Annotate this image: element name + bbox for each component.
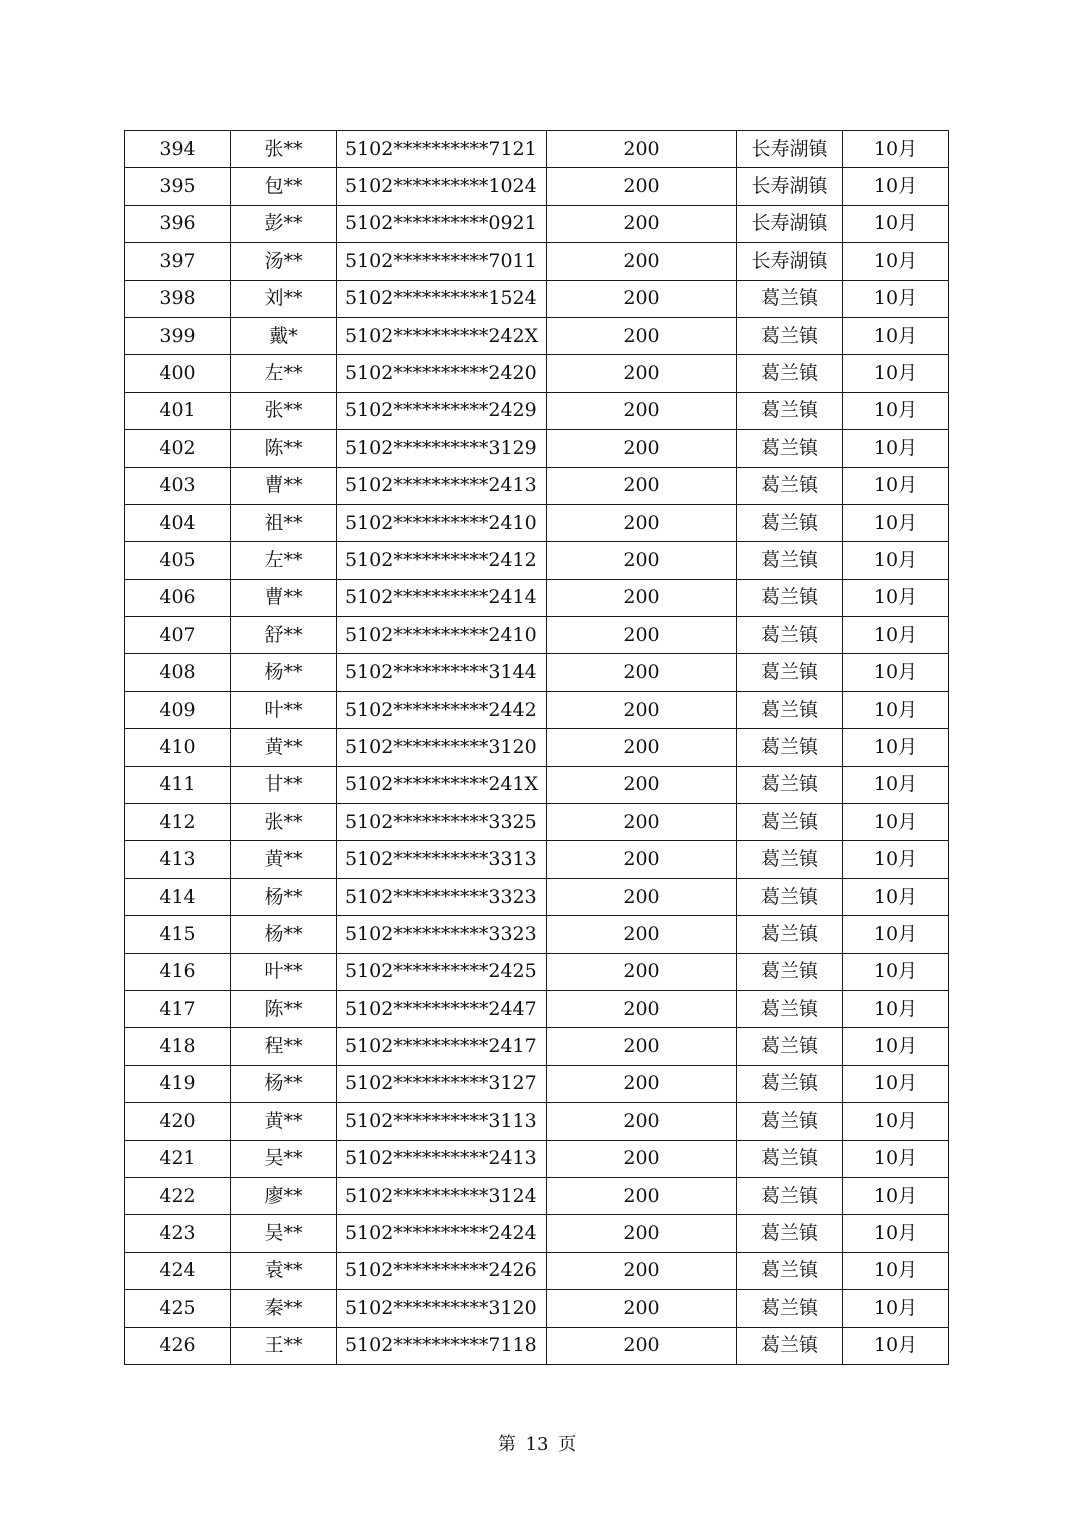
table-row xyxy=(125,504,949,541)
cell-id-number: 5102**********242X xyxy=(337,317,547,354)
cell-month: 10月 xyxy=(843,729,949,766)
cell-town: 葛兰镇 xyxy=(737,841,843,878)
cell-amount: 200 xyxy=(547,542,737,579)
cell-id-number: 5102**********241X xyxy=(337,766,547,803)
cell-name: 张** xyxy=(231,804,337,841)
cell-month: 10月 xyxy=(843,1215,949,1252)
subsidy-roster-table xyxy=(124,130,949,1365)
page-footer-suffix: 页 xyxy=(558,1434,577,1455)
cell-id-number: 5102**********2414 xyxy=(337,579,547,616)
cell-month: 10月 xyxy=(843,1290,949,1327)
cell-serial-number: 424 xyxy=(125,1252,231,1289)
table-row xyxy=(125,729,949,766)
cell-name: 杨** xyxy=(231,916,337,953)
table-row xyxy=(125,990,949,1027)
cell-serial-number: 420 xyxy=(125,1103,231,1140)
table-row xyxy=(125,1103,949,1140)
cell-amount: 200 xyxy=(547,243,737,280)
cell-serial-number: 408 xyxy=(125,654,231,691)
table-row xyxy=(125,317,949,354)
cell-town: 葛兰镇 xyxy=(737,654,843,691)
cell-serial-number: 404 xyxy=(125,504,231,541)
page-number: 13 xyxy=(525,1434,549,1455)
cell-serial-number: 422 xyxy=(125,1177,231,1214)
cell-name: 舒** xyxy=(231,617,337,654)
table-row xyxy=(125,1327,949,1364)
cell-id-number: 5102**********2429 xyxy=(337,392,547,429)
cell-amount: 200 xyxy=(547,729,737,766)
table-row xyxy=(125,131,949,168)
cell-amount: 200 xyxy=(547,916,737,953)
cell-amount: 200 xyxy=(547,1140,737,1177)
table-row xyxy=(125,205,949,242)
cell-month: 10月 xyxy=(843,579,949,616)
cell-serial-number: 405 xyxy=(125,542,231,579)
cell-town: 葛兰镇 xyxy=(737,1327,843,1364)
cell-amount: 200 xyxy=(547,1215,737,1252)
cell-name: 陈** xyxy=(231,430,337,467)
cell-month: 10月 xyxy=(843,1028,949,1065)
cell-month: 10月 xyxy=(843,205,949,242)
cell-id-number: 5102**********1024 xyxy=(337,168,547,205)
cell-town: 长寿湖镇 xyxy=(737,243,843,280)
cell-serial-number: 411 xyxy=(125,766,231,803)
cell-amount: 200 xyxy=(547,617,737,654)
cell-serial-number: 425 xyxy=(125,1290,231,1327)
cell-id-number: 5102**********2410 xyxy=(337,617,547,654)
cell-amount: 200 xyxy=(547,579,737,616)
cell-month: 10月 xyxy=(843,243,949,280)
cell-month: 10月 xyxy=(843,280,949,317)
cell-town: 葛兰镇 xyxy=(737,691,843,728)
cell-town: 葛兰镇 xyxy=(737,317,843,354)
cell-name: 陈** xyxy=(231,990,337,1027)
cell-id-number: 5102**********3120 xyxy=(337,1290,547,1327)
cell-town: 葛兰镇 xyxy=(737,1103,843,1140)
cell-amount: 200 xyxy=(547,1028,737,1065)
table-row xyxy=(125,617,949,654)
cell-month: 10月 xyxy=(843,804,949,841)
cell-serial-number: 394 xyxy=(125,131,231,168)
cell-amount: 200 xyxy=(547,766,737,803)
cell-town: 葛兰镇 xyxy=(737,916,843,953)
cell-amount: 200 xyxy=(547,467,737,504)
cell-town: 葛兰镇 xyxy=(737,729,843,766)
cell-serial-number: 403 xyxy=(125,467,231,504)
table-row xyxy=(125,280,949,317)
cell-month: 10月 xyxy=(843,654,949,691)
cell-amount: 200 xyxy=(547,654,737,691)
cell-town: 葛兰镇 xyxy=(737,990,843,1027)
cell-serial-number: 426 xyxy=(125,1327,231,1364)
table-row xyxy=(125,579,949,616)
cell-serial-number: 399 xyxy=(125,317,231,354)
cell-serial-number: 418 xyxy=(125,1028,231,1065)
cell-amount: 200 xyxy=(547,878,737,915)
table-row xyxy=(125,355,949,392)
cell-month: 10月 xyxy=(843,1327,949,1364)
table-row xyxy=(125,953,949,990)
cell-name: 袁** xyxy=(231,1252,337,1289)
cell-id-number: 5102**********7011 xyxy=(337,243,547,280)
cell-amount: 200 xyxy=(547,355,737,392)
cell-id-number: 5102**********2442 xyxy=(337,691,547,728)
cell-serial-number: 395 xyxy=(125,168,231,205)
cell-name: 王** xyxy=(231,1327,337,1364)
cell-month: 10月 xyxy=(843,317,949,354)
table-row xyxy=(125,1028,949,1065)
table-row xyxy=(125,1065,949,1102)
cell-serial-number: 423 xyxy=(125,1215,231,1252)
cell-serial-number: 406 xyxy=(125,579,231,616)
cell-name: 曹** xyxy=(231,467,337,504)
cell-name: 黄** xyxy=(231,729,337,766)
cell-amount: 200 xyxy=(547,280,737,317)
cell-name: 甘** xyxy=(231,766,337,803)
cell-amount: 200 xyxy=(547,168,737,205)
cell-month: 10月 xyxy=(843,766,949,803)
cell-amount: 200 xyxy=(547,1103,737,1140)
cell-amount: 200 xyxy=(547,317,737,354)
cell-id-number: 5102**********3325 xyxy=(337,804,547,841)
table-row xyxy=(125,841,949,878)
cell-name: 戴* xyxy=(231,317,337,354)
cell-amount: 200 xyxy=(547,1290,737,1327)
table-row xyxy=(125,1252,949,1289)
cell-amount: 200 xyxy=(547,953,737,990)
cell-name: 曹** xyxy=(231,579,337,616)
cell-id-number: 5102**********3124 xyxy=(337,1177,547,1214)
cell-town: 葛兰镇 xyxy=(737,953,843,990)
cell-name: 汤** xyxy=(231,243,337,280)
cell-name: 张** xyxy=(231,131,337,168)
cell-town: 葛兰镇 xyxy=(737,467,843,504)
cell-month: 10月 xyxy=(843,430,949,467)
cell-name: 秦** xyxy=(231,1290,337,1327)
cell-town: 葛兰镇 xyxy=(737,1177,843,1214)
cell-town: 葛兰镇 xyxy=(737,392,843,429)
table-row xyxy=(125,168,949,205)
cell-id-number: 5102**********3144 xyxy=(337,654,547,691)
cell-month: 10月 xyxy=(843,467,949,504)
cell-id-number: 5102**********2412 xyxy=(337,542,547,579)
cell-id-number: 5102**********7118 xyxy=(337,1327,547,1364)
table-row xyxy=(125,1215,949,1252)
cell-id-number: 5102**********2410 xyxy=(337,504,547,541)
cell-month: 10月 xyxy=(843,168,949,205)
cell-name: 杨** xyxy=(231,878,337,915)
cell-amount: 200 xyxy=(547,392,737,429)
cell-name: 黄** xyxy=(231,841,337,878)
cell-serial-number: 421 xyxy=(125,1140,231,1177)
cell-id-number: 5102**********2424 xyxy=(337,1215,547,1252)
cell-town: 葛兰镇 xyxy=(737,579,843,616)
cell-id-number: 5102**********0921 xyxy=(337,205,547,242)
cell-month: 10月 xyxy=(843,916,949,953)
cell-month: 10月 xyxy=(843,542,949,579)
cell-serial-number: 416 xyxy=(125,953,231,990)
cell-id-number: 5102**********3313 xyxy=(337,841,547,878)
cell-id-number: 5102**********2413 xyxy=(337,1140,547,1177)
cell-id-number: 5102**********2426 xyxy=(337,1252,547,1289)
cell-month: 10月 xyxy=(843,878,949,915)
cell-name: 黄** xyxy=(231,1103,337,1140)
cell-month: 10月 xyxy=(843,1252,949,1289)
table-row xyxy=(125,916,949,953)
cell-town: 葛兰镇 xyxy=(737,355,843,392)
table-row xyxy=(125,243,949,280)
table-row xyxy=(125,392,949,429)
cell-serial-number: 397 xyxy=(125,243,231,280)
cell-town: 葛兰镇 xyxy=(737,804,843,841)
table-row xyxy=(125,804,949,841)
cell-serial-number: 402 xyxy=(125,430,231,467)
cell-serial-number: 396 xyxy=(125,205,231,242)
table-row xyxy=(125,1290,949,1327)
cell-town: 长寿湖镇 xyxy=(737,205,843,242)
cell-id-number: 5102**********2420 xyxy=(337,355,547,392)
cell-town: 葛兰镇 xyxy=(737,766,843,803)
page-footer-prefix: 第 xyxy=(497,1434,516,1455)
cell-id-number: 5102**********2413 xyxy=(337,467,547,504)
cell-serial-number: 401 xyxy=(125,392,231,429)
table-row xyxy=(125,430,949,467)
cell-town: 葛兰镇 xyxy=(737,1290,843,1327)
cell-name: 杨** xyxy=(231,1065,337,1102)
roster-table-body xyxy=(125,131,949,1365)
cell-month: 10月 xyxy=(843,1177,949,1214)
cell-name: 叶** xyxy=(231,953,337,990)
cell-id-number: 5102**********1524 xyxy=(337,280,547,317)
cell-name: 包** xyxy=(231,168,337,205)
page-footer xyxy=(0,1430,1074,1456)
cell-name: 叶** xyxy=(231,691,337,728)
table-row xyxy=(125,1177,949,1214)
cell-town: 葛兰镇 xyxy=(737,1065,843,1102)
cell-town: 葛兰镇 xyxy=(737,878,843,915)
cell-month: 10月 xyxy=(843,504,949,541)
cell-amount: 200 xyxy=(547,504,737,541)
cell-name: 廖** xyxy=(231,1177,337,1214)
cell-serial-number: 419 xyxy=(125,1065,231,1102)
cell-month: 10月 xyxy=(843,1065,949,1102)
cell-amount: 200 xyxy=(547,1327,737,1364)
cell-id-number: 5102**********3323 xyxy=(337,916,547,953)
cell-town: 葛兰镇 xyxy=(737,1028,843,1065)
cell-month: 10月 xyxy=(843,355,949,392)
cell-name: 吴** xyxy=(231,1140,337,1177)
cell-amount: 200 xyxy=(547,1177,737,1214)
cell-serial-number: 414 xyxy=(125,878,231,915)
cell-town: 葛兰镇 xyxy=(737,504,843,541)
cell-id-number: 5102**********2447 xyxy=(337,990,547,1027)
cell-name: 吴** xyxy=(231,1215,337,1252)
table-row xyxy=(125,878,949,915)
cell-amount: 200 xyxy=(547,804,737,841)
cell-month: 10月 xyxy=(843,1140,949,1177)
table-row xyxy=(125,691,949,728)
cell-month: 10月 xyxy=(843,691,949,728)
table-row xyxy=(125,654,949,691)
cell-serial-number: 415 xyxy=(125,916,231,953)
cell-town: 长寿湖镇 xyxy=(737,168,843,205)
cell-month: 10月 xyxy=(843,392,949,429)
cell-name: 左** xyxy=(231,355,337,392)
cell-month: 10月 xyxy=(843,841,949,878)
cell-amount: 200 xyxy=(547,990,737,1027)
cell-town: 葛兰镇 xyxy=(737,1140,843,1177)
cell-id-number: 5102**********2425 xyxy=(337,953,547,990)
cell-month: 10月 xyxy=(843,617,949,654)
cell-name: 杨** xyxy=(231,654,337,691)
cell-town: 葛兰镇 xyxy=(737,542,843,579)
cell-serial-number: 409 xyxy=(125,691,231,728)
cell-serial-number: 413 xyxy=(125,841,231,878)
cell-id-number: 5102**********3127 xyxy=(337,1065,547,1102)
cell-month: 10月 xyxy=(843,131,949,168)
cell-town: 葛兰镇 xyxy=(737,1252,843,1289)
cell-month: 10月 xyxy=(843,990,949,1027)
cell-id-number: 5102**********3129 xyxy=(337,430,547,467)
cell-name: 彭** xyxy=(231,205,337,242)
cell-amount: 200 xyxy=(547,430,737,467)
cell-town: 长寿湖镇 xyxy=(737,131,843,168)
table-row xyxy=(125,542,949,579)
cell-month: 10月 xyxy=(843,953,949,990)
cell-name: 祖** xyxy=(231,504,337,541)
table-row xyxy=(125,766,949,803)
table-row xyxy=(125,1140,949,1177)
cell-amount: 200 xyxy=(547,205,737,242)
cell-amount: 200 xyxy=(547,1065,737,1102)
cell-town: 葛兰镇 xyxy=(737,430,843,467)
cell-id-number: 5102**********3323 xyxy=(337,878,547,915)
cell-serial-number: 398 xyxy=(125,280,231,317)
cell-town: 葛兰镇 xyxy=(737,280,843,317)
cell-serial-number: 417 xyxy=(125,990,231,1027)
table-row xyxy=(125,467,949,504)
cell-amount: 200 xyxy=(547,841,737,878)
cell-serial-number: 412 xyxy=(125,804,231,841)
cell-town: 葛兰镇 xyxy=(737,1215,843,1252)
cell-serial-number: 400 xyxy=(125,355,231,392)
cell-amount: 200 xyxy=(547,691,737,728)
cell-serial-number: 407 xyxy=(125,617,231,654)
cell-name: 程** xyxy=(231,1028,337,1065)
cell-town: 葛兰镇 xyxy=(737,617,843,654)
cell-name: 张** xyxy=(231,392,337,429)
cell-name: 左** xyxy=(231,542,337,579)
cell-id-number: 5102**********2417 xyxy=(337,1028,547,1065)
cell-name: 刘** xyxy=(231,280,337,317)
cell-amount: 200 xyxy=(547,131,737,168)
cell-month: 10月 xyxy=(843,1103,949,1140)
cell-id-number: 5102**********3113 xyxy=(337,1103,547,1140)
cell-amount: 200 xyxy=(547,1252,737,1289)
cell-serial-number: 410 xyxy=(125,729,231,766)
cell-id-number: 5102**********7121 xyxy=(337,131,547,168)
cell-id-number: 5102**********3120 xyxy=(337,729,547,766)
